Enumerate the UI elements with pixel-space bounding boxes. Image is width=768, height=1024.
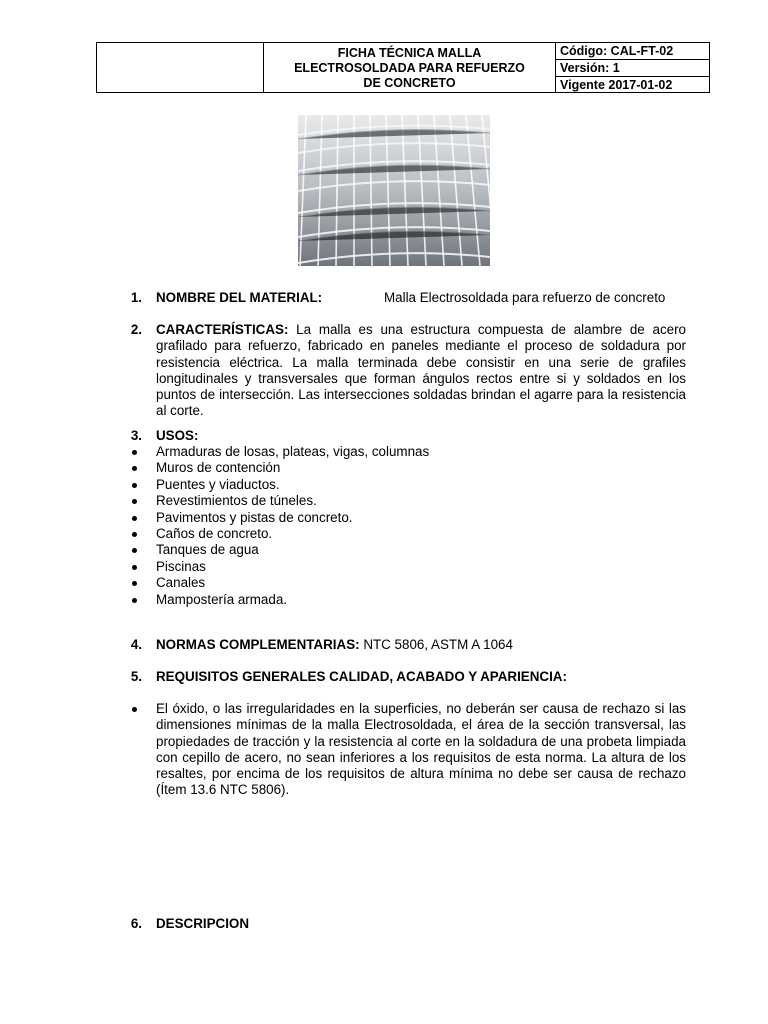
bullet-icon	[132, 598, 137, 603]
material-name: Malla Electrosoldada para refuerzo de concreto	[384, 290, 666, 305]
section-2-body	[156, 322, 686, 420]
document-header	[96, 42, 710, 93]
section-2-number: 2.	[130, 322, 142, 337]
section-5-number: 5.	[130, 669, 142, 684]
section-4-number: 4.	[130, 637, 142, 652]
section-5-label: REQUISITOS GENERALES CALIDAD, ACABADO Y APARIENCIA:	[156, 669, 567, 684]
bullet-icon	[132, 483, 137, 488]
bullet-icon	[132, 707, 137, 712]
title-line-3: DE CONCRETO	[363, 76, 456, 90]
bullet-icon	[132, 499, 137, 504]
section-4-body	[156, 637, 686, 653]
title-line-1: FICHA TÉCNICA MALLA	[337, 46, 482, 60]
bullet-icon	[132, 548, 137, 553]
section-2-text: La malla es una estructura compuesta de alambre de acero grafilado para refuerzo, fabricado en paneles mediante el proceso de soldadura por resistencia eléctrica. La malla terminada debe consistir en una serie de grafiles longitudinales y transversales que forman ángulos rectos entre si y soldados en los puntos de intersección. Las intersecciones soldadas brindan el agarre para la resistencia al corte.	[156, 322, 686, 419]
normas-value: NTC 5806, ASTM A 1064	[359, 637, 513, 652]
bullet-icon	[132, 516, 137, 521]
section-5-text: El óxido, o las irregularidades en la superficies, no deberán ser causa de rechazo si las dimensiones mínimas de la malla Electrosoldada, el área de la sección transversal, las propiedades de tracción y la resistencia al corte en la soldadura de una probeta limpiada con cepillo de acero, no sean inferiores a los requisitos de esta norma. La altura de los resaltes, por encima de los requisitos de altura mínima no debe ser causa de rechazo (Ítem 13.6 NTC 5806).	[156, 701, 686, 798]
section-6-label: DESCRIPCION	[156, 916, 250, 931]
version: Versión: 1	[556, 60, 709, 77]
title-line-2: ELECTROSOLDADA PARA REFUERZO	[294, 61, 525, 75]
section-1-number: 1.	[130, 290, 142, 305]
codigo: Código: CAL-FT-02	[556, 43, 709, 60]
bullet-icon	[132, 450, 137, 455]
bullet-icon	[132, 532, 137, 537]
section-1-label: NOMBRE DEL MATERIAL:	[156, 290, 323, 305]
bullet-icon	[132, 581, 137, 586]
steel-mesh-photo	[298, 115, 490, 266]
section-3-number: 3.	[130, 428, 142, 443]
vigente: Vigente 2017-01-02	[560, 78, 673, 92]
section-6-number: 6.	[130, 916, 142, 931]
bullet-icon	[132, 565, 137, 570]
section-4-label: NORMAS COMPLEMENTARIAS:	[156, 637, 360, 652]
section-3-label: USOS:	[156, 428, 199, 443]
logo-cell	[97, 43, 264, 92]
bullet-icon	[132, 466, 137, 471]
section-2-label: CARACTERÍSTICAS:	[156, 322, 289, 337]
document-meta	[556, 43, 709, 92]
document-title	[264, 43, 556, 92]
